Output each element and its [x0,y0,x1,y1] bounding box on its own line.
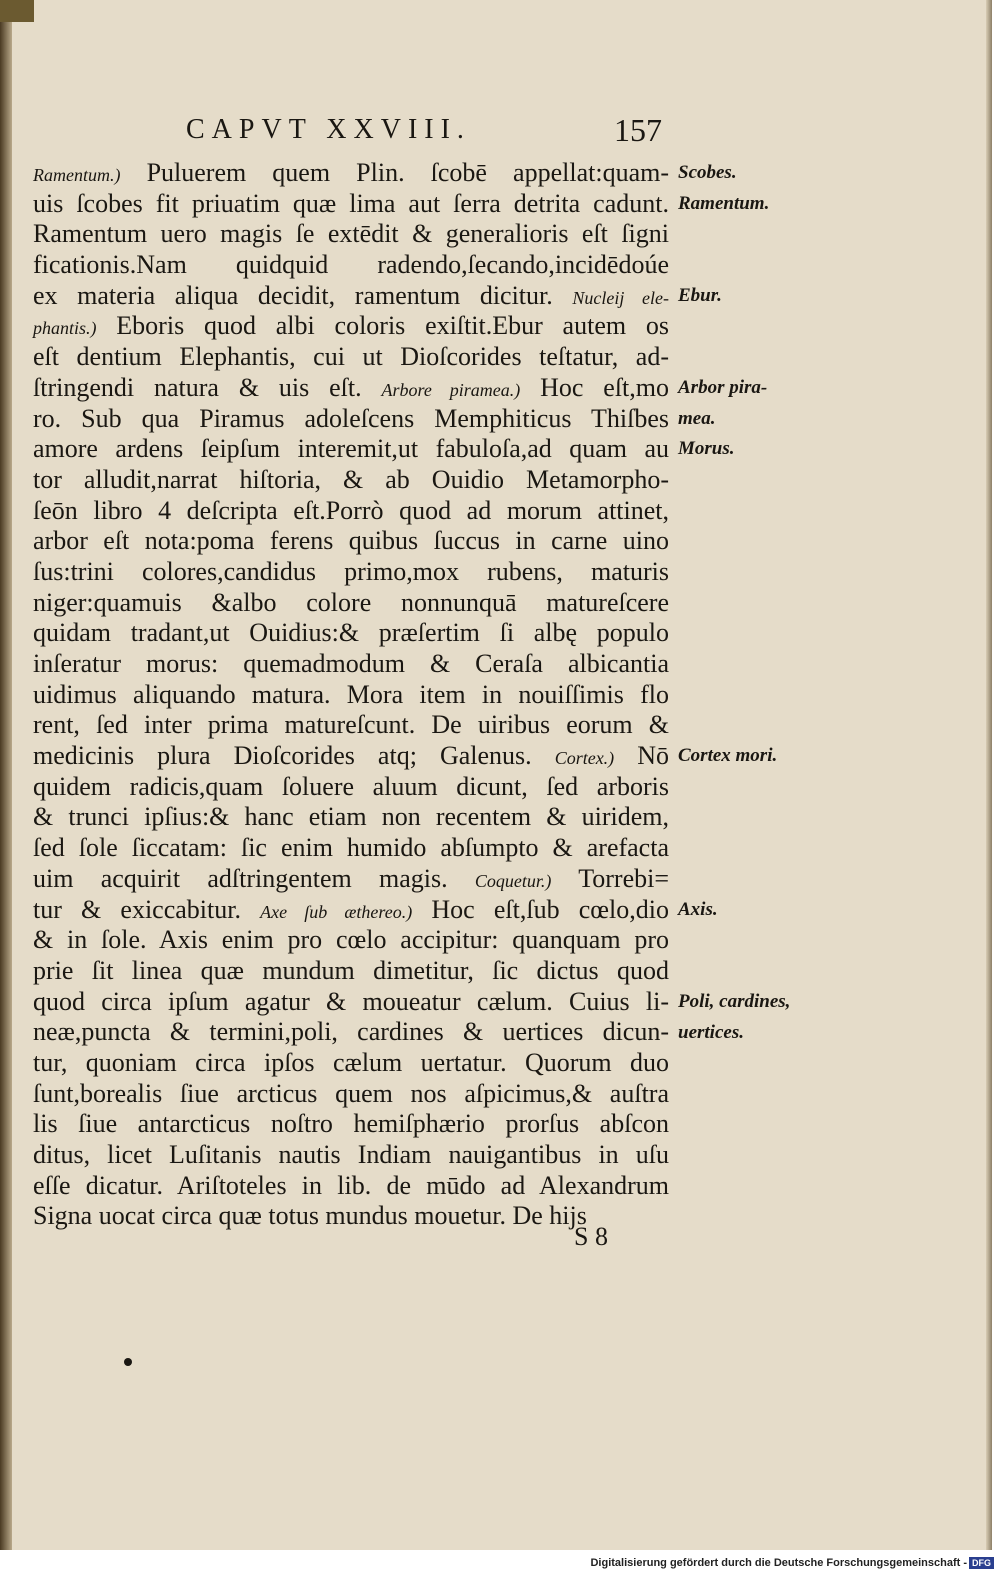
text-run: Torrebi= [551,863,670,893]
text-run: ficationis.Nam quidquid radendo,ſecando,incidēdoúe [33,250,669,280]
body-text [33,158,669,1232]
text-run: & trunci ipſius:& hanc etiam non recentem & uiridem, [33,802,669,832]
text-line [33,373,669,404]
text-run: lis ſiue antarcticus noſtro hemiſphærio prorſus abſcon [33,1109,669,1139]
text-run: Puluerem quem Plin. ſcobē appellat:quam- [120,158,669,187]
text-line [33,1140,669,1171]
text-run: uis ſcobes fit priuatim quæ lima aut ſerra detrita cadunt. [33,188,669,218]
text-line [33,987,669,1018]
lemma: Nucleij ele- [572,287,669,308]
text-line [33,1109,669,1140]
text-line [33,404,669,435]
text-run: inſeratur morus: quemadmodum & Ceraſa albicantia [33,649,669,678]
text-run: tur, quoniam circa ipſos cælum uertatur. Quorum duo [33,1047,669,1077]
text-line [33,895,669,926]
text-line [33,649,669,680]
text-line [33,864,669,895]
text-run: ex materia aliqua decidit, ramentum dicitur. [33,280,573,310]
text-line [33,250,669,281]
text-run: Eboris quod albi coloris exiſtit.Ebur autem os [96,311,669,341]
ink-dot [124,1358,132,1366]
margin-note: Axis. [678,898,718,920]
text-run: tor alludit,narrat hiſtoria, & ab Ouidio Metamorpho- [33,464,669,494]
text-run: uidimus aliquando matura. Mora item in nouiſſimis flo [33,679,669,709]
text-run: ſed ſole ſiccatam: ſic enim humido abſumpto & arefacta [33,833,669,863]
text-line [33,557,669,588]
lemma: Arbore piramea.) [381,379,521,400]
chapter-heading: CAPVT XXVIII. [186,114,471,145]
text-run: rent, ſed inter prima matureſcunt. De uiribus eorum & [33,710,669,740]
text-run: eſt dentium Elephantis, cui ut Dioſcorides teſtatur, ad- [33,342,669,372]
text-run: ſtringendi natura & uis eſt. [33,372,382,402]
text-line [33,465,669,496]
text-line [33,741,669,772]
text-line [33,710,669,741]
text-line [33,802,669,833]
margin-note: mea. [678,407,716,429]
text-run: arbor eſt nota:poma ferens quibus ſuccus in carne uino [33,526,669,556]
margin-note: Ebur. [678,284,722,306]
text-line [33,833,669,864]
text-run: & in ſole. Axis enim pro cœlo accipitur: quanquam pro [33,925,669,955]
text-run: Ramentum uero magis ſe extēdit & generalioris eſt ſigni [33,219,669,249]
signature-mark: S 8 [574,1222,608,1251]
lemma: Coquetur.) [474,870,552,891]
text-run: Hoc eſt,ſub cœlo,dio [412,894,669,924]
running-header [150,110,670,150]
margin-note: Scobes. [678,162,737,183]
text-line [33,496,669,527]
text-line [33,1171,669,1202]
lemma: Cortex.) [554,748,615,769]
text-run: uim acquirit adſtringentem magis. [33,863,475,893]
text-line [33,219,669,250]
text-line [33,311,669,342]
text-run: ſeōn libro 4 deſcripta eſt.Porrò quod ad morum attinet, [33,495,669,525]
text-line [33,158,669,189]
text-run: amore ardens ſeipſum interemit,ut fabuloſa,ad quam au [33,434,669,464]
text-run: quidem radicis,quam ſoluere aluum dicunt, ſed arboris [33,771,669,801]
text-line [33,925,669,956]
text-run: eſſe dicatur. Ariſtoteles in lib. de mūdo ad Alexandrum [33,1170,669,1200]
text-line [33,772,669,803]
text-line [33,956,669,987]
text-line [33,342,669,373]
text-run: niger:quamuis &albo colore nonnunquā matureſcere [33,587,669,617]
text-run: ro. Sub qua Piramus adoleſcens Memphiticus Thiſbes [33,403,669,433]
text-line [33,281,669,312]
text-line [33,1079,669,1110]
text-run: prie ſit linea quæ mundum dimetitur, ſic dictus quod [33,955,669,985]
text-run: Hoc eſt,mo [520,372,670,402]
text-line [33,1048,669,1079]
lemma: Axe ſub æthereo.) [260,901,413,922]
footer-text: Digitalisierung gefördert durch die Deutsche Forschungsgemeinschaft - [590,1557,967,1569]
text-run: Signa uocat circa quæ totus mundus mouetur. De hijs [33,1201,587,1231]
text-line [33,618,669,649]
margin-note: Arbor pira- [678,376,768,398]
text-line [33,526,669,557]
text-run: neæ,puncta & termini,poli, cardines & uertices dicun- [33,1017,669,1047]
page-corner-shadow [0,0,34,22]
text-line [33,680,669,711]
lemma: phantis.) [33,318,97,339]
text-run: ditus, licet Luſitanis nautis Indiam nauigantibus in uſu [33,1140,669,1169]
footer-credit [590,1557,994,1569]
text-run: ſus:trini colores,candidus primo,mox rubens, maturis [33,556,669,586]
margin-note: uertices. [678,1021,744,1043]
text-run: medicinis plura Dioſcorides atq; Galenus. [33,741,555,771]
margin-note: Morus. [678,438,735,460]
text-line [33,1017,669,1048]
lemma: Ramentum.) [33,165,121,185]
text-run: tur & exiccabitur. [33,894,261,924]
page-number: 157 [614,112,662,148]
margin-note: Ramentum. [678,192,770,214]
text-run: Nō [614,741,669,771]
text-run: ſunt,borealis ſiue arcticus quem nos aſpicimus,& auſtra [33,1078,669,1108]
text-line [33,434,669,465]
margin-note: Cortex mori. [678,745,778,767]
text-line [33,588,669,619]
text-line [33,189,669,220]
text-run: quidam tradant,ut Ouidius:& præſertim ſi albę populo [33,618,669,648]
text-run: quod circa ipſum agatur & moueatur cælum. Cuius li- [33,986,669,1016]
margin-note: Poli, cardines, [678,990,791,1012]
dfg-badge: DFG [969,1557,994,1569]
